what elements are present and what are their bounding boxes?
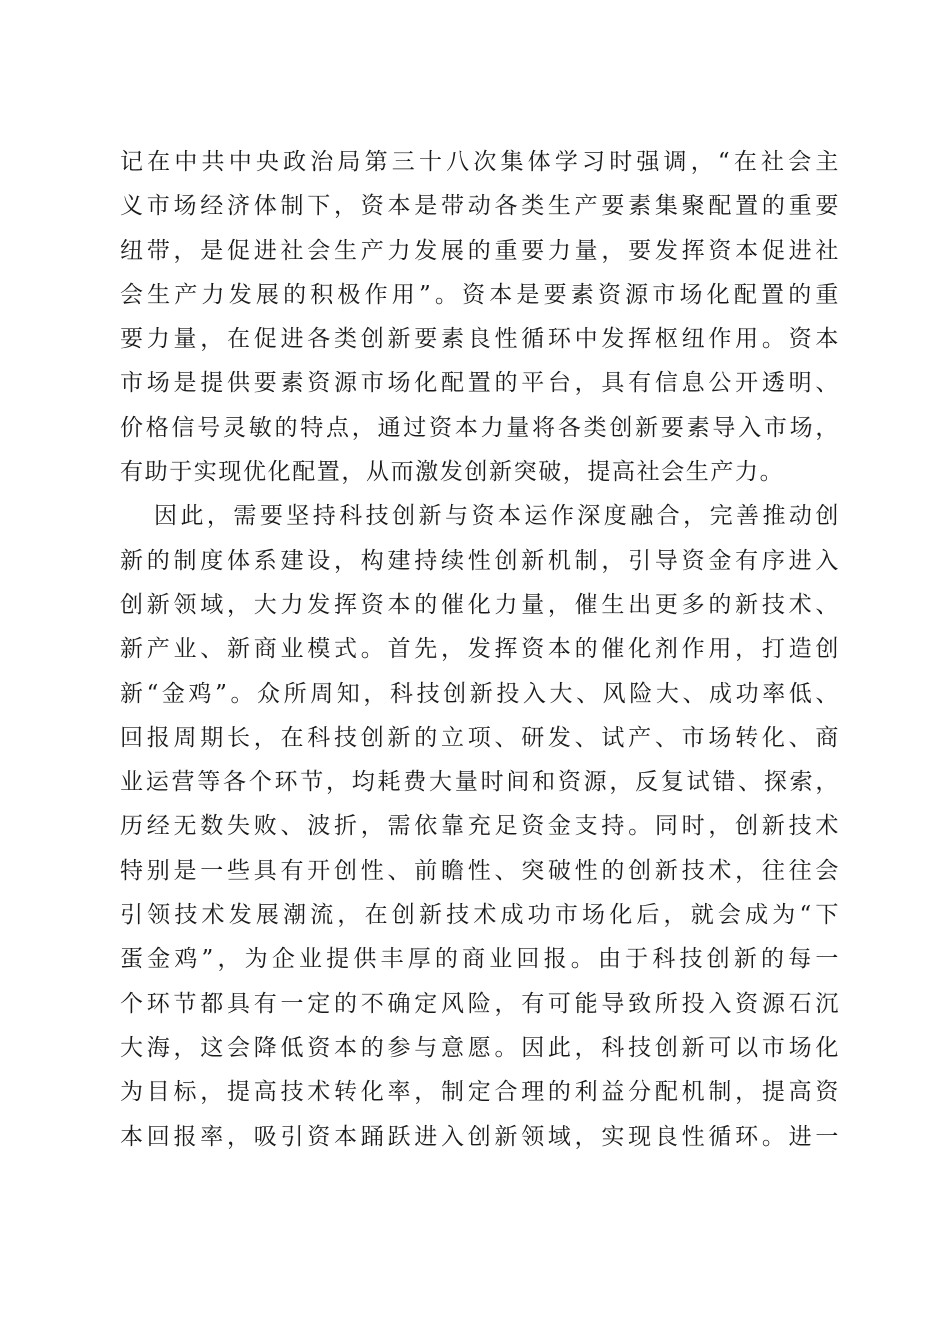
text-line: 市场是提供要素资源市场化配置的平台，具有信息公开透明、 xyxy=(120,370,840,397)
text-line: 大海，这会降低资本的参与意愿。因此，科技创新可以市场化 xyxy=(120,1034,840,1061)
text-line: 义市场经济体制下，资本是带动各类生产要素集聚配置的重要 xyxy=(120,193,840,220)
text-line: 为目标，提高技术转化率，制定合理的利益分配机制，提高资 xyxy=(120,1079,840,1106)
body-text xyxy=(120,140,840,1159)
text-line: 特别是一些具有开创性、前瞻性、突破性的创新技术，往往会 xyxy=(120,857,840,884)
text-line: 新产业、新商业模式。首先，发挥资本的催化剂作用，打造创 xyxy=(120,636,840,663)
text-line: 个环节都具有一定的不确定风险，有可能导致所投入资源石沉 xyxy=(120,990,840,1017)
text-line: 蛋金鸡”，为企业提供丰厚的商业回报。由于科技创新的每一 xyxy=(120,946,840,973)
text-line: 因此，需要坚持科技创新与资本运作深度融合，完善推动创 xyxy=(154,503,840,530)
text-line: 回报周期长，在科技创新的立项、研发、试产、市场转化、商 xyxy=(120,724,840,751)
text-line: 业运营等各个环节，均耗费大量时间和资源，反复试错、探索， xyxy=(120,769,840,796)
text-line: 新“金鸡”。众所周知，科技创新投入大、风险大、成功率低、 xyxy=(120,680,840,707)
text-line: 要力量，在促进各类创新要素良性循环中发挥枢纽作用。资本 xyxy=(120,326,840,353)
text-line: 记在中共中央政治局第三十八次集体学习时强调，“在社会主 xyxy=(120,149,840,175)
text-line: 新的制度体系建设，构建持续性创新机制，引导资金有序进入 xyxy=(120,547,840,574)
text-line: 引领技术发展潮流，在创新技术成功市场化后，就会成为“下 xyxy=(120,902,840,929)
text-line: 历经无数失败、波折，需依靠充足资金支持。同时，创新技术 xyxy=(120,813,840,840)
text-line: 纽带，是促进社会生产力发展的重要力量，要发挥资本促进社 xyxy=(120,237,840,264)
text-line: 创新领域，大力发挥资本的催化力量，催生出更多的新技术、 xyxy=(120,591,840,618)
text-line: 有助于实现优化配置，从而激发创新突破，提高社会生产力。 xyxy=(120,459,785,486)
text-line: 本回报率，吸引资本踊跃进入创新领域，实现良性循环。进一 xyxy=(120,1123,840,1150)
text-line: 价格信号灵敏的特点，通过资本力量将各类创新要素导入市场， xyxy=(120,414,840,441)
text-line: 会生产力发展的积极作用”。资本是要素资源市场化配置的重 xyxy=(120,281,840,308)
